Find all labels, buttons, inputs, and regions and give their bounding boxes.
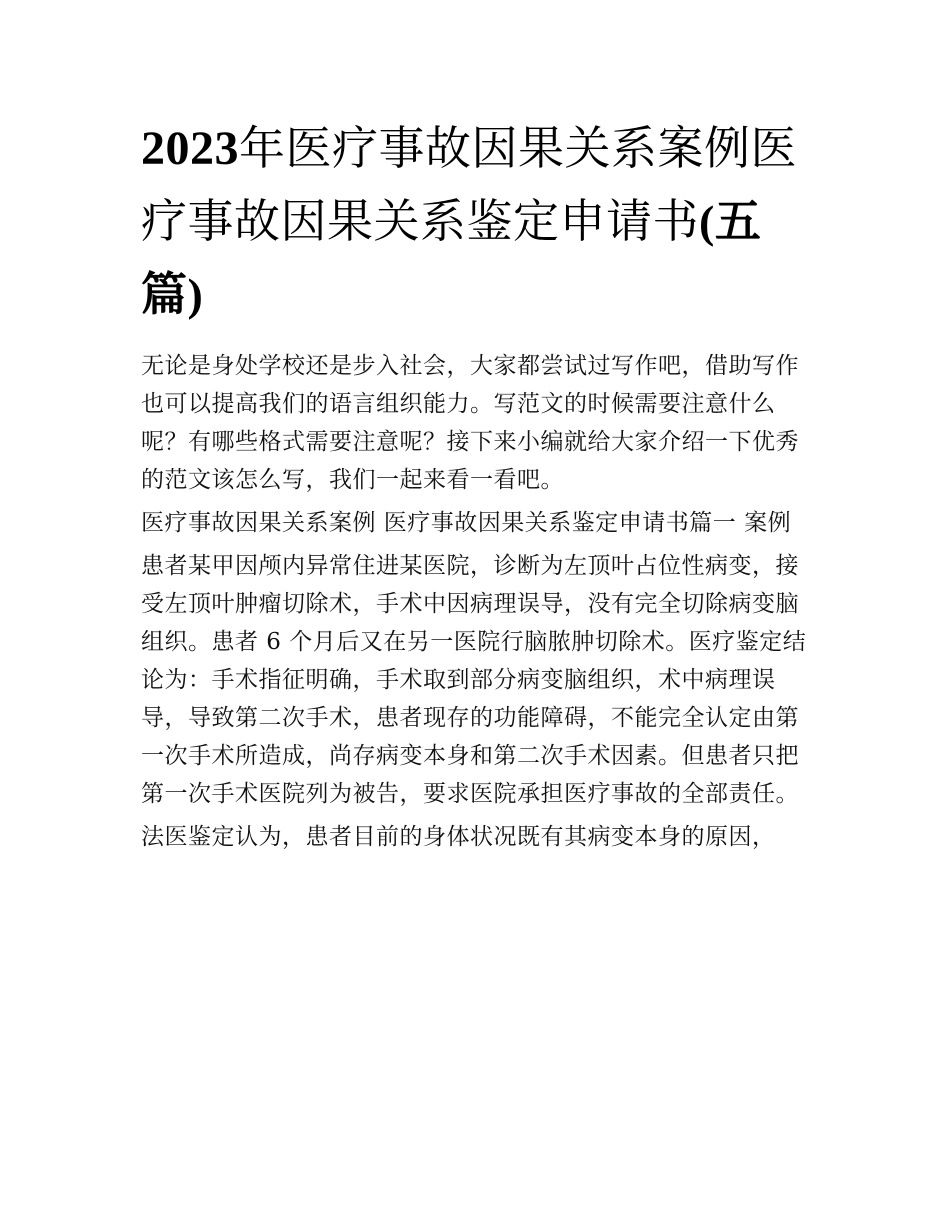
document-title: [141, 112, 813, 331]
title-year: 2023: [141, 122, 239, 175]
document-content: [141, 112, 813, 861]
title-text: 年医疗事故因果关系案例医疗事故因果关系鉴定申请书: [141, 121, 797, 248]
title-suffix: (五篇): [141, 196, 762, 320]
intro-paragraph: 无论是身处学校还是步入社会，大家都尝试过写作吧，借助写作也可以提高我们的语言组织能力。写范文的时候需要注意什么呢？有哪些格式需要注意呢？接下来小编就给大家介绍一下优秀的范文该怎么写，我们一起来看一看吧。: [141, 353, 799, 493]
case-paragraph: 患者某甲因颅内异常住进某医院，诊断为左顶叶占位性病变，接受左顶叶肿瘤切除术，手术中因病理误导，没有完全切除病变脑组织。患者 6 个月后又在另一医院行脑脓肿切除术。医疗鉴定结论为：手术指征明确，手术取到部分病变脑组织，术中病理误导，导致第二次手术，患者现存的功能障碍，不能完全认定由第一次手术所造成，尚存病变本身和第二次手术因素。但患者只把第一次手术医院列为被告，要求医院承担医疗事故的全部责任。: [141, 553, 807, 807]
forensic-paragraph: 法医鉴定认为，患者目前的身体状况既有其病变本身的原因，: [141, 824, 776, 850]
document-body: [141, 347, 813, 856]
section-heading: 医疗事故因果关系案例 医疗事故因果关系鉴定申请书篇一 案例: [141, 510, 792, 536]
